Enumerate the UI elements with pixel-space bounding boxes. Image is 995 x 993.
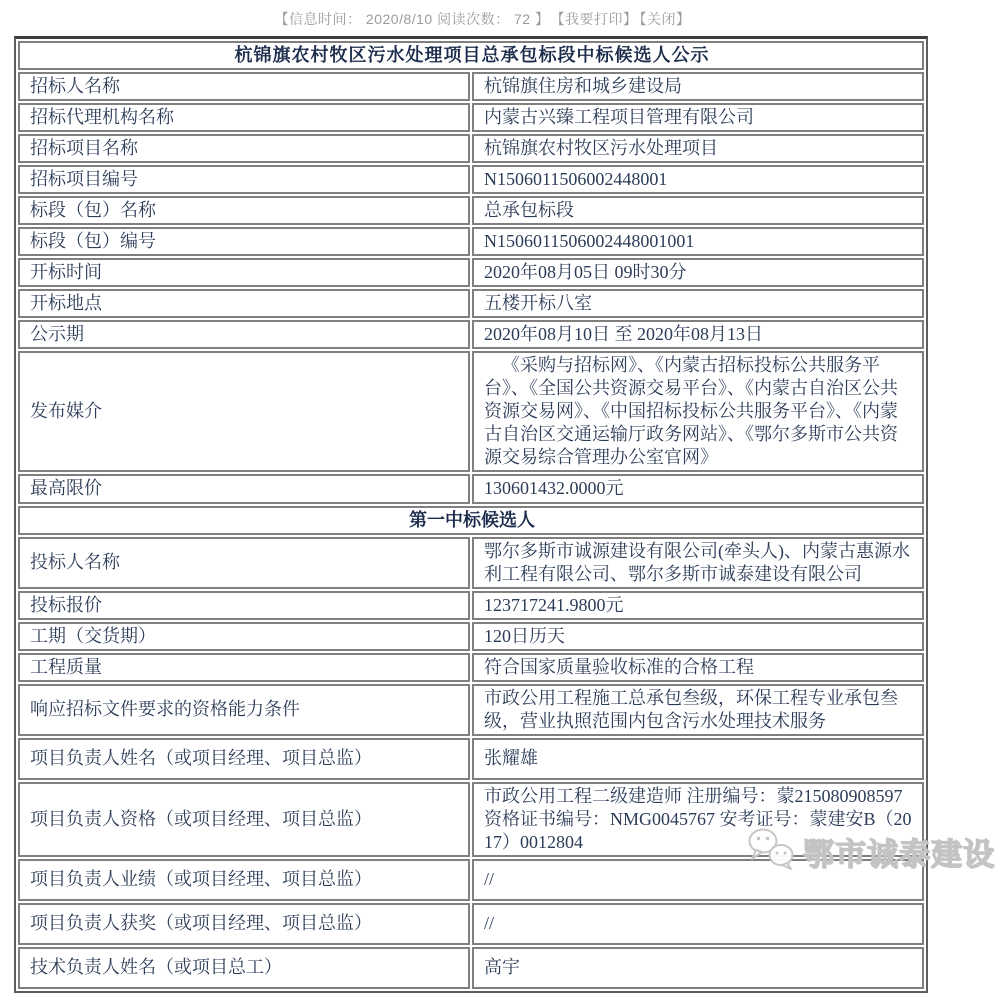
row-label: 响应招标文件要求的资格能力条件 (18, 684, 470, 736)
row-value: 市政公用工程施工总承包叁级，环保工程专业承包叁级，营业执照范围内包含污水处理技术服务 (472, 684, 924, 736)
table-row (18, 622, 924, 651)
row-value: 五楼开标八室 (472, 289, 924, 318)
announcement-table (14, 36, 928, 993)
table-row (18, 289, 924, 318)
table-row (18, 103, 924, 132)
row-label: 投标人名称 (18, 537, 470, 589)
title-row (18, 41, 924, 70)
table-row (18, 134, 924, 163)
row-value: // (472, 903, 924, 945)
table-row (18, 903, 924, 945)
table-row (18, 782, 924, 857)
row-value: 张耀雄 (472, 738, 924, 780)
row-value: 123717241.9800元 (472, 591, 924, 620)
row-value: 市政公用工程二级建造师 注册编号：蒙215080908597 资格证书编号：NMG0045767 安考证号：蒙建安B（2017）0012804 (472, 782, 924, 857)
row-label: 项目负责人资格（或项目经理、项目总监） (18, 782, 470, 857)
row-label: 工程质量 (18, 653, 470, 682)
row-value: 杭锦旗住房和城乡建设局 (472, 72, 924, 101)
row-value: 内蒙古兴臻工程项目管理有限公司 (472, 103, 924, 132)
row-label: 投标报价 (18, 591, 470, 620)
row-value: 符合国家质量验收标准的合格工程 (472, 653, 924, 682)
section-row (18, 506, 924, 535)
row-value: 高宇 (472, 947, 924, 989)
row-value: 130601432.0000元 (472, 474, 924, 503)
table-row (18, 738, 924, 780)
table-row (18, 474, 924, 503)
announcement-title: 杭锦旗农村牧区污水处理项目总承包标段中标候选人公示 (18, 41, 924, 70)
info-time-readcount-text: 【信息时间： 2020/8/10 阅读次数： 72 】 (274, 11, 550, 27)
row-label: 开标地点 (18, 289, 470, 318)
table-row (18, 537, 924, 589)
row-value: // (472, 859, 924, 901)
table-row (18, 258, 924, 287)
table-row (18, 653, 924, 682)
table-row (18, 320, 924, 349)
row-label: 发布媒介 (18, 351, 470, 472)
row-label: 招标项目编号 (18, 165, 470, 194)
table-row (18, 859, 924, 901)
row-label: 项目负责人业绩（或项目经理、项目总监） (18, 859, 470, 901)
row-value: 2020年08月10日 至 2020年08月13日 (472, 320, 924, 349)
table-row (18, 196, 924, 225)
table-row (18, 165, 924, 194)
row-label: 技术负责人姓名（或项目总工） (18, 947, 470, 989)
watermark-text: 鄂市诚泰建设 (803, 837, 995, 872)
row-value: 鄂尔多斯市诚源建设有限公司(牵头人)、内蒙古惠源水利工程有限公司、鄂尔多斯市诚泰建设有限公司 (472, 537, 924, 589)
row-value: 总承包标段 (472, 196, 924, 225)
row-label: 招标人名称 (18, 72, 470, 101)
row-value: N1506011506002448001 (472, 165, 924, 194)
row-label: 标段（包）名称 (18, 196, 470, 225)
row-label: 公示期 (18, 320, 470, 349)
section-title: 第一中标候选人 (18, 506, 924, 535)
close-button[interactable]: 【关闭】 (639, 11, 691, 27)
row-label: 项目负责人获奖（或项目经理、项目总监） (18, 903, 470, 945)
table-row (18, 591, 924, 620)
row-value: N1506011506002448001001 (472, 227, 924, 256)
row-label: 最高限价 (18, 474, 470, 503)
print-button[interactable]: 【我要打印】 (557, 11, 638, 27)
row-label: 工期（交货期） (18, 622, 470, 651)
row-label: 招标项目名称 (18, 134, 470, 163)
row-label: 开标时间 (18, 258, 470, 287)
table-row (18, 72, 924, 101)
page-meta-bar (0, 0, 965, 36)
table-row-media (18, 351, 924, 472)
row-value: 120日历天 (472, 622, 924, 651)
table-row (18, 227, 924, 256)
row-label: 项目负责人姓名（或项目经理、项目总监） (18, 738, 470, 780)
table-row (18, 947, 924, 989)
row-label: 招标代理机构名称 (18, 103, 470, 132)
table-row (18, 684, 924, 736)
row-value: 2020年08月05日 09时30分 (472, 258, 924, 287)
row-label: 标段（包）编号 (18, 227, 470, 256)
row-value: 《采购与招标网》、《内蒙古招标投标公共服务平台》、《全国公共资源交易平台》、《内蒙古自治区公共资源交易网》、《中国招标投标公共服务平台》、《内蒙古自治区交通运输厅政务网站》、《鄂尔多斯市公共资源交易综合管理办公室官网》 (472, 351, 924, 472)
row-value: 杭锦旗农村牧区污水处理项目 (472, 134, 924, 163)
